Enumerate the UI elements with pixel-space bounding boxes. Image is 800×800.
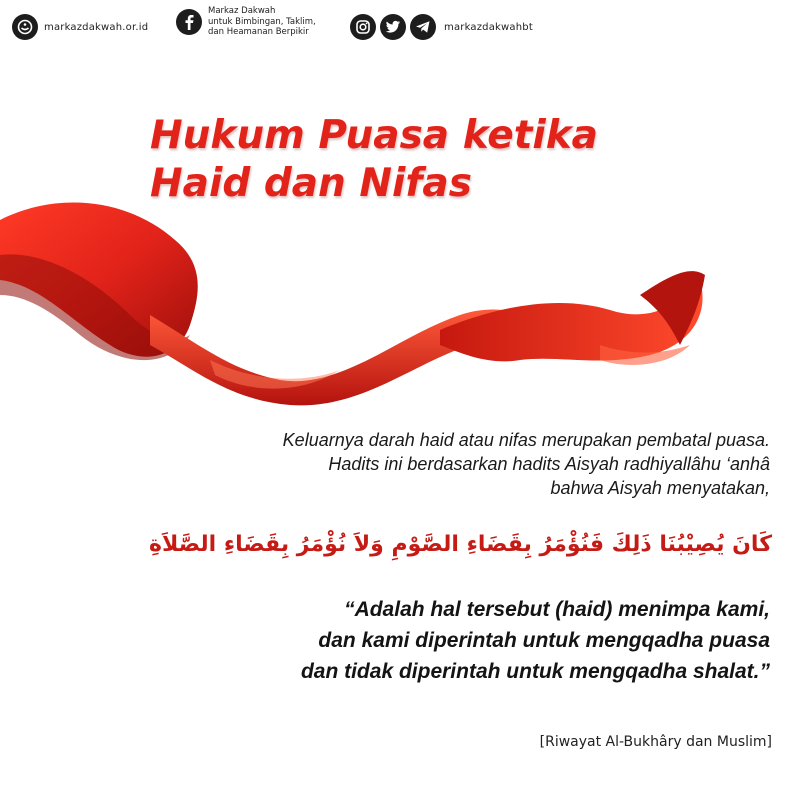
page-title — [150, 112, 598, 208]
facebook-line-2: untuk Bimbingan, Taklim, — [208, 16, 316, 27]
facebook-group[interactable] — [176, 6, 316, 38]
intro-line-1: Keluarnya darah haid atau nifas merupakan pembatal puasa. — [282, 430, 770, 450]
arabic-hadith-text: كَانَ يُصِيْبُنَا ذَلِكَ فَنُؤْمَرُ بِقَضَاءِ الصَّوْمِ وَلاَ نُؤْمَرُ بِقَضَاءِ الصَّلاَةِ — [149, 532, 772, 557]
instagram-icon[interactable] — [350, 14, 376, 40]
title-line-1: Hukum Puasa ketika — [150, 113, 598, 158]
facebook-page-name — [208, 6, 316, 38]
intro-paragraph — [170, 428, 770, 500]
quote-line-3: dan tidak diperintah untuk mengqadha shalat.” — [300, 660, 770, 683]
telegram-icon[interactable] — [410, 14, 436, 40]
website-group[interactable] — [12, 14, 148, 40]
intro-line-3: bahwa Aisyah menyatakan, — [550, 478, 770, 498]
social-group[interactable] — [350, 14, 533, 40]
intro-line-2: Hadits ini berdasarkan hadits Aisyah radhiyallâhu ‘anhâ — [328, 454, 770, 474]
hadith-translation — [50, 594, 770, 687]
facebook-line-3: dan Heamanan Berpikir — [208, 27, 309, 37]
header-bar — [0, 0, 800, 58]
website-logo-icon — [12, 14, 38, 40]
facebook-line-1: Markaz Dakwah — [208, 6, 276, 16]
red-ribbon-illustration — [0, 195, 800, 425]
quote-line-2: dan kami diperintah untuk mengqadha puasa — [318, 629, 770, 652]
hadith-source: [Riwayat Al-Bukhâry dan Muslim] — [539, 734, 772, 750]
website-url: markazdakwah.or.id — [44, 21, 149, 33]
title-line-2: Haid dan Nifas — [150, 161, 472, 206]
twitter-icon[interactable] — [380, 14, 406, 40]
social-handle: markazdakwahbt — [444, 21, 533, 33]
facebook-icon — [176, 9, 202, 35]
quote-line-1: “Adalah hal tersebut (haid) menimpa kami, — [344, 598, 770, 621]
